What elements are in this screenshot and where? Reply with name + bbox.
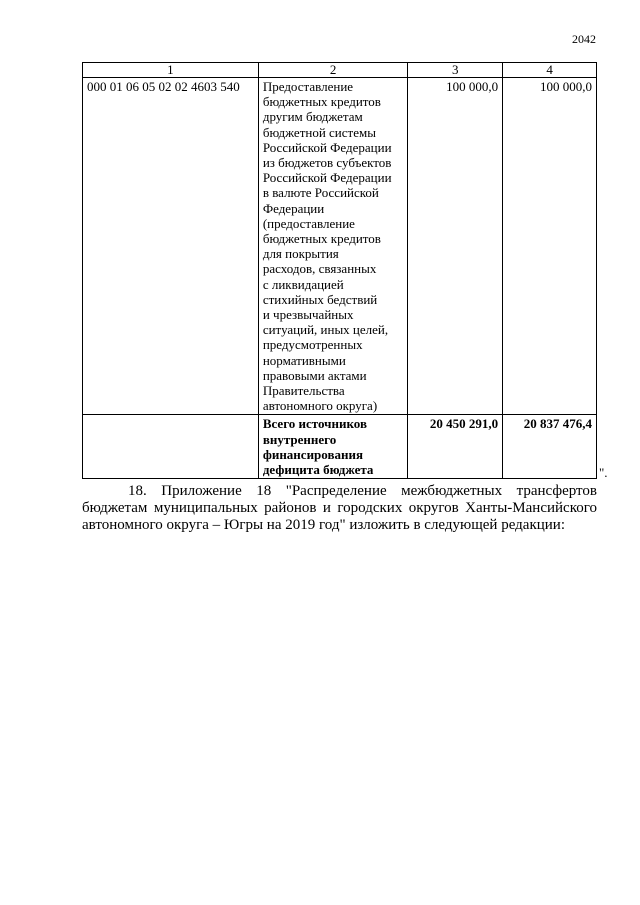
body-paragraph: 18. Приложение 18 "Распределение межбюджетных трансфертов бюджетам муниципальных районов и городских округов Ханты-Мансийского автономного округа – Югры на 2019 год" изложить в следующей редакции: — [82, 483, 597, 533]
column-header-1: 1 — [83, 63, 259, 78]
description-cell: Предоставление бюджетных кредитов другим бюджетам бюджетной системы Российской Федерации из бюджетов субъектов Российской Федерации в валюте Российской Федерации (предоставление бюджетных кредитов для покрытия расходов, связанных с ликвидацией стихийных бедствий и чрезвычайных ситуаций, иных целей, предусмотренных нормативными правовыми актами Правительства автономного округа) — [258, 78, 408, 415]
amount-cell-3: 100 000,0 — [408, 78, 503, 415]
amount-cell-4: 100 000,0 — [503, 78, 597, 415]
total-empty-cell — [83, 415, 259, 479]
total-amount-cell-3: 20 450 291,0 — [408, 415, 503, 479]
total-label-cell: Всего источников внутреннего финансирования дефицита бюджета — [258, 415, 408, 479]
table-row — [83, 78, 597, 415]
total-amount-cell-4: 20 837 476,4 — [503, 415, 597, 479]
total-row — [83, 415, 597, 479]
column-header-3: 3 — [408, 63, 503, 78]
budget-sources-table — [82, 62, 597, 479]
page-number: 2042 — [572, 32, 596, 46]
table-header-row — [83, 63, 597, 78]
closing-quote: ". — [599, 465, 608, 480]
column-header-2: 2 — [258, 63, 408, 78]
column-header-4: 4 — [503, 63, 597, 78]
budget-code-cell: 000 01 06 05 02 02 4603 540 — [83, 78, 259, 415]
